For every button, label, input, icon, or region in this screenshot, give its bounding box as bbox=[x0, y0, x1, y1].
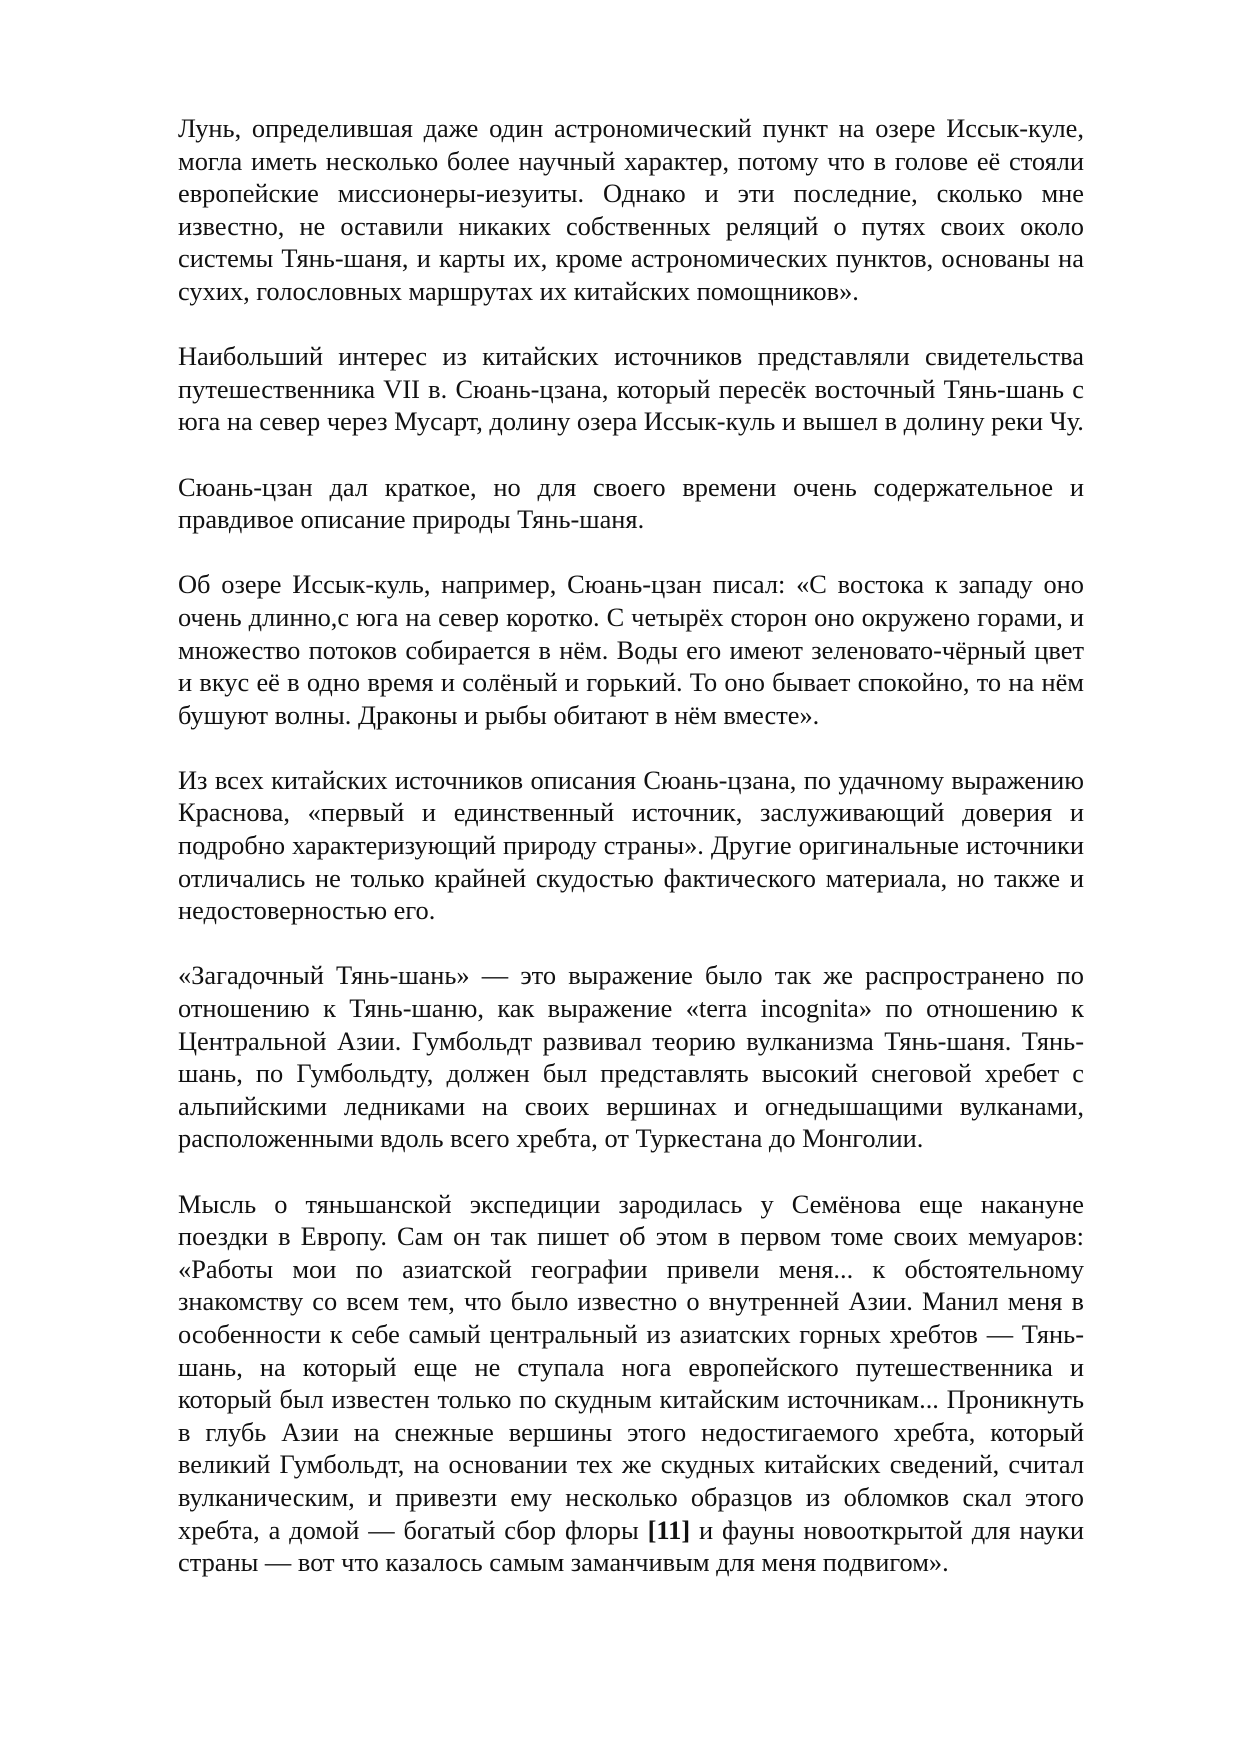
paragraph-7-text-end: и фауны новооткрытой для науки страны — вот что казалось самым заманчивым для меня подвигом». bbox=[178, 1514, 1085, 1578]
paragraph-7-text-start: Мысль о тяньшанской экспедиции зародилась у Семёнова еще накануне поездки в Европу. Сам он так пишет об этом в первом томе своих мемуаров: «Работы мои по азиатской географии привели меня... к обстоятельному знакомству со всем тем, что было известно о внутренней Азии. Манил меня в особенности к себе самый центральный из азиатских горных хребтов — Тянь-шань, на который еще не ступала нога европейского путешественника и который был известен только по скудным китайским источникам... Проникнуть в глубь Азии на снежные вершины этого недостигаемого хребта, который великий Гумбольдт, на основании тех же скудных китайских сведений, считал вулканическим, и привезти ему несколько образцов из обломков скал этого хребта, а домой — богатый сбор флоры bbox=[178, 1188, 1084, 1545]
paragraph-6: «Загадочный Тянь-шань» — это выражение было так же распространено по отношению к Тянь-шаню, как выражение «terra incognita» по отношению к Центральной Азии. Гумбольдт развивал теорию вулканизма Тянь-шаня. Тянь-шань, по Гумбольдту, должен был представлять высокий снеговой хребет с альпийскими ледниками на своих вершинах и огнедышащими вулканами, расположенными вдоль всего хребта, от Туркестана до Монголии. bbox=[178, 960, 1084, 1154]
document-page bbox=[178, 112, 1084, 1579]
paragraph-5: Из всех китайских источников описания Сюань-цзана, по удачному выражению Краснова, «первый и единственный источник, заслуживающий доверия и подробно характеризующий природу страны». Другие оригинальные источники отличались не только крайней скудостью фактического материала, но также и недостоверностью его. bbox=[178, 764, 1084, 926]
paragraph-2: Наибольший интерес из китайских источников представляли свидетельства путешественника VII в. Сюань-цзана, который пересёк восточный Тянь-шань с юга на север через Мусарт, долину озера Иссык-куль и вышел в долину реки Чу. bbox=[178, 341, 1084, 437]
paragraph-1: Лунь, определившая даже один астрономический пункт на озере Иссык-куле, могла иметь несколько более научный характер, потому что в голове её стояли европейские миссионеры-иезуиты. Однако и эти последние, сколько мне известно, не оставили никаких собственных реляций о путях своих около системы Тянь-шаня, и карты их, кроме астрономических пунктов, основаны на сухих, голословных маршрутах их китайских помощников». bbox=[178, 113, 1084, 306]
paragraph-7 bbox=[178, 1188, 1084, 1579]
paragraph-3: Сюань-цзан дал краткое, но для своего времени очень содержательное и правдивое описание природы Тянь-шаня. bbox=[178, 471, 1084, 535]
paragraph-4: Об озере Иссык-куль, например, Сюань-цзан писал: «С востока к западу оно очень длинно,с юга на север коротко. С четырёх сторон оно окружено горами, и множество потоков собирается в нём. Воды его имеют зеленовато-чёрный цвет и вкус её в одно время и солёный и горький. То оно бывает спокойно, то на нём бушуют волны. Драконы и рыбы обитают в нём вместе». bbox=[178, 569, 1084, 730]
reference-marker: [11] bbox=[647, 1514, 691, 1545]
